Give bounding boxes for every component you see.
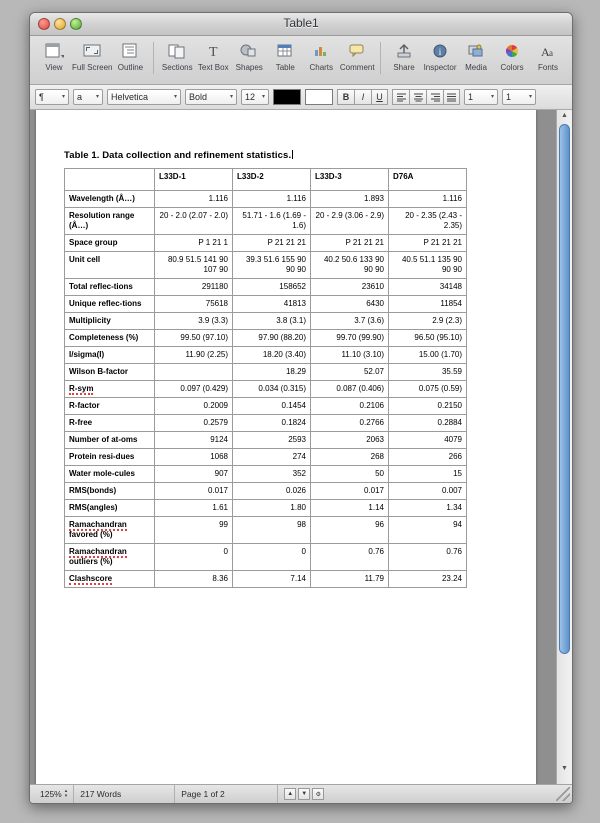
fill-color-swatch[interactable] bbox=[305, 89, 333, 105]
table-cell: 50 bbox=[311, 466, 389, 483]
colors-icon bbox=[502, 40, 522, 62]
toolbar-item-view[interactable] bbox=[36, 38, 72, 72]
table-row-header: Space group bbox=[65, 235, 155, 252]
table-row[interactable] bbox=[65, 208, 467, 235]
table-cell: 4079 bbox=[389, 432, 467, 449]
table-row-header: Unit cell bbox=[65, 252, 155, 279]
alignment-group bbox=[392, 89, 460, 105]
table-cell: 97.90 (88.20) bbox=[233, 330, 311, 347]
font-family-select[interactable] bbox=[107, 89, 181, 105]
charts-icon bbox=[311, 40, 331, 62]
table-cell: 98 bbox=[233, 517, 311, 544]
table-cell: 99.50 (97.10) bbox=[155, 330, 233, 347]
toolbar-item-table[interactable] bbox=[267, 38, 303, 72]
table-cell: 3.7 (3.6) bbox=[311, 313, 389, 330]
align-center-icon[interactable] bbox=[409, 89, 426, 105]
spelling-error: Ramachandran bbox=[69, 547, 127, 556]
table-row[interactable] bbox=[65, 544, 467, 571]
toolbar-item-comment[interactable] bbox=[339, 38, 375, 72]
table-cell: 0.034 (0.315) bbox=[233, 381, 311, 398]
table-row-header: Wavelength (Å…) bbox=[65, 191, 155, 208]
table-cell: 96.50 (95.10) bbox=[389, 330, 467, 347]
table-row-header: Multiplicity bbox=[65, 313, 155, 330]
svg-text:i: i bbox=[438, 47, 442, 57]
resize-grip[interactable] bbox=[556, 787, 570, 801]
table-cell: 15.00 (1.70) bbox=[389, 347, 467, 364]
line-spacing-value: 1 bbox=[468, 92, 474, 102]
inspector-icon bbox=[430, 40, 450, 62]
table-row[interactable] bbox=[65, 571, 467, 588]
table-cell: 1.14 bbox=[311, 500, 389, 517]
table-cell: 15 bbox=[389, 466, 467, 483]
font-family-value: Helvetica bbox=[111, 92, 149, 102]
table-cell: 0 bbox=[155, 544, 233, 571]
table-column-header: D76A bbox=[389, 169, 467, 191]
fullscreen-icon bbox=[82, 40, 102, 62]
table-cell: 94 bbox=[389, 517, 467, 544]
table-cell: 35.59 bbox=[389, 364, 467, 381]
table-cell: 1.116 bbox=[155, 191, 233, 208]
toolbar-item-shapes[interactable] bbox=[231, 38, 267, 72]
table-cell: 41813 bbox=[233, 296, 311, 313]
table-row[interactable] bbox=[65, 398, 467, 415]
line-spacing-select[interactable] bbox=[464, 89, 498, 105]
table-cell: 96 bbox=[311, 517, 389, 544]
spelling-error: Clashscore bbox=[69, 574, 113, 583]
table-cell: 9124 bbox=[155, 432, 233, 449]
table-row-header: R-factor bbox=[65, 398, 155, 415]
table-row-header: RMS(angles) bbox=[65, 500, 155, 517]
columns-value: 1 bbox=[506, 92, 512, 102]
table-cell: P 21 21 21 bbox=[311, 235, 389, 252]
table-cell: 0.76 bbox=[311, 544, 389, 571]
document-area bbox=[30, 110, 572, 784]
table-row[interactable] bbox=[65, 313, 467, 330]
table-cell: 18.29 bbox=[233, 364, 311, 381]
page-scroll-region[interactable] bbox=[30, 110, 556, 784]
table-row[interactable] bbox=[65, 449, 467, 466]
chevron-down-icon: ▾ bbox=[261, 94, 265, 100]
toolbar-item-outline[interactable] bbox=[112, 38, 148, 72]
table-cell: 1.80 bbox=[233, 500, 311, 517]
toolbar-label-text-box: Text Box bbox=[197, 63, 229, 72]
table-cell: 158652 bbox=[233, 279, 311, 296]
table-cell: 268 bbox=[311, 449, 389, 466]
shapes-icon bbox=[239, 40, 259, 62]
toolbar-item-colors[interactable] bbox=[494, 38, 530, 72]
table-cell: 7.14 bbox=[233, 571, 311, 588]
zoom-stepper[interactable]: ▴ ▾ bbox=[64, 788, 68, 799]
toolbar-item-full-screen[interactable] bbox=[72, 38, 112, 72]
table-row[interactable] bbox=[65, 191, 467, 208]
table-cell: 6430 bbox=[311, 296, 389, 313]
title-bar[interactable] bbox=[30, 13, 572, 36]
format-bar bbox=[30, 85, 572, 110]
table-row[interactable] bbox=[65, 432, 467, 449]
underline-button[interactable]: U bbox=[371, 89, 388, 105]
toolbar-label-full-screen: Full Screen bbox=[72, 63, 113, 72]
chevron-down-icon: ▾ bbox=[528, 94, 532, 100]
table-row[interactable] bbox=[65, 279, 467, 296]
table-cell: 11.79 bbox=[311, 571, 389, 588]
table-row[interactable] bbox=[65, 296, 467, 313]
previous-page-icon[interactable]: ▲ bbox=[284, 788, 296, 800]
svg-text:a: a bbox=[549, 48, 554, 58]
toolbar-label-comment: Comment bbox=[339, 63, 375, 72]
scroll-down-arrow-icon[interactable]: ▼ bbox=[561, 765, 568, 772]
toolbar-label-media: Media bbox=[465, 63, 487, 72]
table-cell: 274 bbox=[233, 449, 311, 466]
table-cell: 0.007 bbox=[389, 483, 467, 500]
share-icon bbox=[394, 40, 414, 62]
table-column-header: L33D-3 bbox=[311, 169, 389, 191]
table-cell: 2.9 (2.3) bbox=[389, 313, 467, 330]
table-row-header: Unique reflec-tions bbox=[65, 296, 155, 313]
text-color-swatch[interactable] bbox=[273, 89, 301, 105]
zoom-value: 125% bbox=[40, 789, 62, 799]
chevron-down-icon: ▾ bbox=[229, 94, 233, 100]
table-column-header: L33D-2 bbox=[233, 169, 311, 191]
table-row-header bbox=[65, 571, 155, 588]
toolbar-item-fonts[interactable] bbox=[530, 38, 566, 72]
table-row-header: Completeness (%) bbox=[65, 330, 155, 347]
columns-select[interactable] bbox=[502, 89, 536, 105]
table-cell: 0.026 bbox=[233, 483, 311, 500]
table-row[interactable] bbox=[65, 500, 467, 517]
table-cell: 2593 bbox=[233, 432, 311, 449]
page-settings-icon[interactable]: ⚙ bbox=[312, 788, 324, 800]
table-cell: 0.087 (0.406) bbox=[311, 381, 389, 398]
text-cursor bbox=[292, 150, 293, 159]
paragraph-style-select[interactable] bbox=[35, 89, 69, 105]
table-row[interactable] bbox=[65, 235, 467, 252]
table-cell: 0.1454 bbox=[233, 398, 311, 415]
table-cell: 23610 bbox=[311, 279, 389, 296]
font-style-value: Bold bbox=[189, 92, 208, 102]
toolbar-label-inspector: Inspector bbox=[423, 63, 457, 72]
page-indicator: Page 1 of 2 bbox=[175, 785, 278, 803]
toolbar-label-view: View bbox=[45, 63, 63, 72]
table-row-header: Ramachandran favored (%) bbox=[65, 517, 155, 544]
fonts-icon bbox=[538, 40, 558, 62]
statistics-table[interactable] bbox=[64, 168, 467, 588]
table-row-header: Water mole-cules bbox=[65, 466, 155, 483]
vertical-scrollbar[interactable] bbox=[556, 110, 572, 784]
bold-button[interactable]: B bbox=[337, 89, 354, 105]
table-cell: 11.10 (3.10) bbox=[311, 347, 389, 364]
table-cell: 3.9 (3.3) bbox=[155, 313, 233, 330]
table-header-row bbox=[65, 169, 467, 191]
paragraph-style-value: ¶ bbox=[39, 92, 44, 102]
table-row-header: R-free bbox=[65, 415, 155, 432]
vertical-scroll-thumb[interactable] bbox=[559, 124, 570, 654]
table-cell: P 21 21 21 bbox=[233, 235, 311, 252]
table-cell: 0.2579 bbox=[155, 415, 233, 432]
align-left-icon[interactable] bbox=[392, 89, 409, 105]
font-size-value: 12 bbox=[245, 92, 256, 102]
table-cell: 40.5 51.1 135 90 90 90 bbox=[389, 252, 467, 279]
table-cell: 0.075 (0.59) bbox=[389, 381, 467, 398]
toolbar-label-table: Table bbox=[275, 63, 295, 72]
table-row-header: Ramachandran outliers (%) bbox=[65, 544, 155, 571]
table-cell: 39.3 51.6 155 90 90 90 bbox=[233, 252, 311, 279]
list-style-value: a bbox=[77, 92, 83, 102]
table-row-header: Number of at-oms bbox=[65, 432, 155, 449]
spelling-error: Ramachandran bbox=[69, 520, 127, 529]
chevron-down-icon: ▾ bbox=[95, 94, 99, 100]
toolbar-item-text-box[interactable] bbox=[195, 38, 231, 72]
table-cell: 352 bbox=[233, 466, 311, 483]
view-icon bbox=[44, 40, 64, 62]
table-row-header: RMS(bonds) bbox=[65, 483, 155, 500]
main-toolbar bbox=[30, 36, 572, 85]
zoom-control[interactable] bbox=[34, 785, 74, 803]
toolbar-separator-2 bbox=[380, 42, 381, 74]
table-cell: 1.34 bbox=[389, 500, 467, 517]
italic-button[interactable]: I bbox=[354, 89, 371, 105]
list-style-select[interactable] bbox=[73, 89, 103, 105]
align-right-icon[interactable] bbox=[426, 89, 443, 105]
toolbar-item-sections[interactable] bbox=[159, 38, 195, 72]
media-icon bbox=[466, 40, 486, 62]
toolbar-label-outline: Outline bbox=[117, 63, 144, 72]
table-row[interactable] bbox=[65, 517, 467, 544]
table-cell: 0.2150 bbox=[389, 398, 467, 415]
align-justify-icon[interactable] bbox=[443, 89, 460, 105]
toolbar-label-fonts: Fonts bbox=[538, 63, 559, 72]
table-cell: 0 bbox=[233, 544, 311, 571]
table-cell: 40.2 50.6 133 90 90 90 bbox=[311, 252, 389, 279]
svg-text:A: A bbox=[541, 45, 550, 59]
window-title: Table1 bbox=[283, 16, 319, 30]
table-row[interactable] bbox=[65, 347, 467, 364]
table-row[interactable] bbox=[65, 252, 467, 279]
table-cell: 1.116 bbox=[389, 191, 467, 208]
table-caption-text: Table 1. Data collection and refinement statistics. bbox=[64, 150, 292, 161]
toolbar-label-share: Share bbox=[393, 63, 415, 72]
table-row[interactable] bbox=[65, 381, 467, 398]
font-style-select[interactable] bbox=[185, 89, 237, 105]
word-count: 217 Words bbox=[74, 785, 175, 803]
table-cell: 23.24 bbox=[389, 571, 467, 588]
table-cell: 34148 bbox=[389, 279, 467, 296]
table-cell: 0.1824 bbox=[233, 415, 311, 432]
table-cell: 0.2106 bbox=[311, 398, 389, 415]
table-row-header: Wilson B-factor bbox=[65, 364, 155, 381]
table-cell: 20 - 2.0 (2.07 - 2.0) bbox=[155, 208, 233, 235]
table-cell: 20 - 2.9 (3.06 - 2.9) bbox=[311, 208, 389, 235]
toolbar-label-shapes: Shapes bbox=[235, 63, 263, 72]
textbox-icon bbox=[203, 40, 223, 62]
status-bar bbox=[30, 784, 572, 803]
table-cell: 8.36 bbox=[155, 571, 233, 588]
table-cell bbox=[155, 364, 233, 381]
table-cell: 0.2766 bbox=[311, 415, 389, 432]
table-cell: 0.2884 bbox=[389, 415, 467, 432]
chevron-down-icon: ▾ bbox=[173, 94, 177, 100]
table-cell: 907 bbox=[155, 466, 233, 483]
table-row[interactable] bbox=[65, 364, 467, 381]
table-row[interactable] bbox=[65, 466, 467, 483]
toolbar-separator-1 bbox=[153, 42, 154, 74]
toolbar-item-media[interactable] bbox=[458, 38, 494, 72]
table-cell: P 21 21 21 bbox=[389, 235, 467, 252]
table-row-header: I/sigma(I) bbox=[65, 347, 155, 364]
table-cell: 11.90 (2.25) bbox=[155, 347, 233, 364]
comment-icon bbox=[347, 40, 367, 62]
page-navigation[interactable] bbox=[278, 785, 330, 803]
document-window bbox=[29, 12, 573, 804]
table-row[interactable] bbox=[65, 330, 467, 347]
table-row-header: Protein resi-dues bbox=[65, 449, 155, 466]
table-cell: 0.2009 bbox=[155, 398, 233, 415]
table-cell: 291180 bbox=[155, 279, 233, 296]
table-cell: 18.20 (3.40) bbox=[233, 347, 311, 364]
toolbar-label-charts: Charts bbox=[309, 63, 334, 72]
table-cell: 3.8 (3.1) bbox=[233, 313, 311, 330]
table-row-header bbox=[65, 381, 155, 398]
toolbar-item-inspector[interactable] bbox=[422, 38, 458, 72]
table-cell: 0.097 (0.429) bbox=[155, 381, 233, 398]
table-cell: 0.017 bbox=[311, 483, 389, 500]
next-page-icon[interactable]: ▼ bbox=[298, 788, 310, 800]
table-caption bbox=[64, 150, 508, 161]
table-cell: 51.71 - 1.6 (1.69 - 1.6) bbox=[233, 208, 311, 235]
svg-text:T: T bbox=[209, 45, 218, 59]
table-cell: 99.70 (99.90) bbox=[311, 330, 389, 347]
table-row[interactable] bbox=[65, 415, 467, 432]
table-cell: 20 - 2.35 (2.43 - 2.35) bbox=[389, 208, 467, 235]
outline-icon bbox=[120, 40, 140, 62]
table-cell: 0.017 bbox=[155, 483, 233, 500]
chevron-down-icon: ▾ bbox=[490, 94, 494, 100]
table-cell: 1.61 bbox=[155, 500, 233, 517]
table-cell: 1068 bbox=[155, 449, 233, 466]
table-cell: 0.76 bbox=[389, 544, 467, 571]
table-cell: P 1 21 1 bbox=[155, 235, 233, 252]
table-icon bbox=[275, 40, 295, 62]
table-row-header: Resolution range (Å…) bbox=[65, 208, 155, 235]
toolbar-item-share[interactable] bbox=[386, 38, 422, 72]
table-cell: 1.893 bbox=[311, 191, 389, 208]
table-corner-cell bbox=[65, 169, 155, 191]
toolbar-label-sections: Sections bbox=[161, 63, 193, 72]
table-cell: 99 bbox=[155, 517, 233, 544]
text-style-group bbox=[337, 89, 388, 105]
toolbar-item-charts[interactable] bbox=[303, 38, 339, 72]
table-row-header: Total reflec-tions bbox=[65, 279, 155, 296]
table-column-header: L33D-1 bbox=[155, 169, 233, 191]
toolbar-label-colors: Colors bbox=[500, 63, 524, 72]
sections-icon bbox=[167, 40, 187, 62]
table-cell: 80.9 51.5 141 90 107 90 bbox=[155, 252, 233, 279]
font-size-select[interactable] bbox=[241, 89, 269, 105]
table-row[interactable] bbox=[65, 483, 467, 500]
table-cell: 52.07 bbox=[311, 364, 389, 381]
table-cell: 11854 bbox=[389, 296, 467, 313]
chevron-down-icon: ▾ bbox=[61, 94, 65, 100]
spelling-error: R-sym bbox=[69, 384, 94, 393]
document-page[interactable] bbox=[36, 110, 536, 784]
table-cell: 2063 bbox=[311, 432, 389, 449]
table-cell: 75618 bbox=[155, 296, 233, 313]
scroll-up-arrow-icon[interactable]: ▲ bbox=[561, 112, 568, 119]
table-cell: 1.116 bbox=[233, 191, 311, 208]
table-cell: 266 bbox=[389, 449, 467, 466]
